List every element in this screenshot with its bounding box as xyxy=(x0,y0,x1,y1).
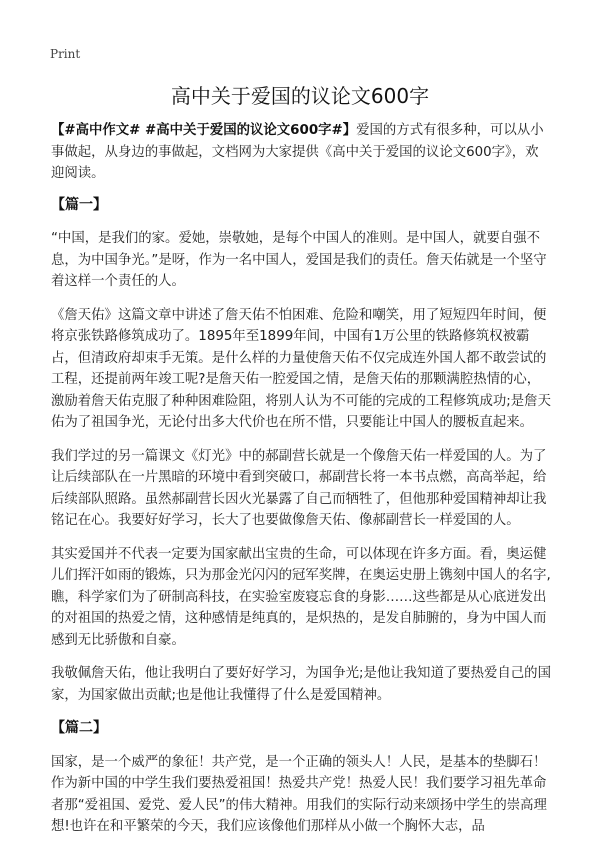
paragraph: “中国，是我们的家。爱她，崇敬她，是每个中国人的准则。是中国人，就要自强不息，为中国争光。”是呀，作为一名中国人，爱国是我们的责任。詹天佑就是一个坚守着这样一个责任的人。 xyxy=(51,231,547,289)
paragraph: 《詹天佑》这篇文章中讲述了詹天佑不怕困难、危险和嘲笑，用了短短四年时间，便将京张铁路修筑成功了。1895年至1899年间，中国有1万公里的铁路修筑权被霸占，但清政府却束手无策。是什么样的力量使詹天佑不仅完成连外国人都不敢尝试的工程，还提前两年竣工呢?是詹天佑一腔爱国之情，是詹天佑的那颗满腔热情的心，激励着詹天佑克服了种种困难险阻，将别人认为不可能的完成的工程修筑成功;是詹天佑为了祖国争光，无论付出多大代价也在所不惜，只要能让中国人的腰板直起来。 xyxy=(51,307,551,430)
print-label: Print xyxy=(50,47,81,61)
section-heading-1: 【篇一】 xyxy=(51,196,107,213)
intro-text: 爱国的方式有很多种，可以从小事做起，从身边的事做起，文档网为大家提供《高中关于爱国的议论文600字》，欢迎阅读。 xyxy=(51,123,544,181)
paragraph: 我们学过的另一篇课文《灯光》中的郝副营长就是一个像詹天佑一样爱国的人。为了让后续部队在一片黑暗的环境中看到突破口，郝副营长将一本书点燃，高高举起，给后续部队照路。虽然郝副营长因火光暴露了自己而牺牲了，但他那种爱国精神却让我铭记在心。我要好好学习，长大了也要做像詹天佑、像郝副营长一样爱国的人。 xyxy=(51,448,547,528)
paragraph: 其实爱国并不代表一定要为国家献出宝贵的生命，可以体现在许多方面。看，奥运健儿们挥汗如雨的锻炼，只为那金光闪闪的冠军奖牌，在奥运史册上镌刻中国人的名字,瞧，科学家们为了研制高科技，在实验室废寝忘食的身影……这些都是从心底迸发出的对祖国的热爱之情，这种感情是纯真的，是炽热的，是发自肺腑的，身为中国人而感到无比骄傲和自豪。 xyxy=(51,546,551,648)
page-title: 高中关于爱国的议论文600字 xyxy=(170,84,430,108)
intro-paragraph xyxy=(51,120,551,185)
paragraph: 国家，是一个威严的象征！共产党，是一个正确的领头人！人民，是基本的垫脚石！作为新中国的中学生我们要热爱祖国！热爱共产党！热爱人民！我们要学习祖先革命者那“爱祖国、爱党、爱人民”的伟大精神。用我们的实际行动来颂扬中学生的崇高理想!也许在和平繁荣的今天，我们应该像他们那样从小做一个胸怀大志，品 xyxy=(51,754,547,834)
article-body xyxy=(51,120,551,850)
section-heading-2: 【篇二】 xyxy=(51,720,107,736)
intro-tag: 【#高中作文# #高中关于爱国的议论文600字#】 xyxy=(51,123,357,138)
paragraph: 我敬佩詹天佑，他让我明白了要好好学习，为国争光;是他让我知道了要热爱自己的国家，为国家做出贡献;也是他让我懂得了什么是爱国精神。 xyxy=(51,666,551,703)
